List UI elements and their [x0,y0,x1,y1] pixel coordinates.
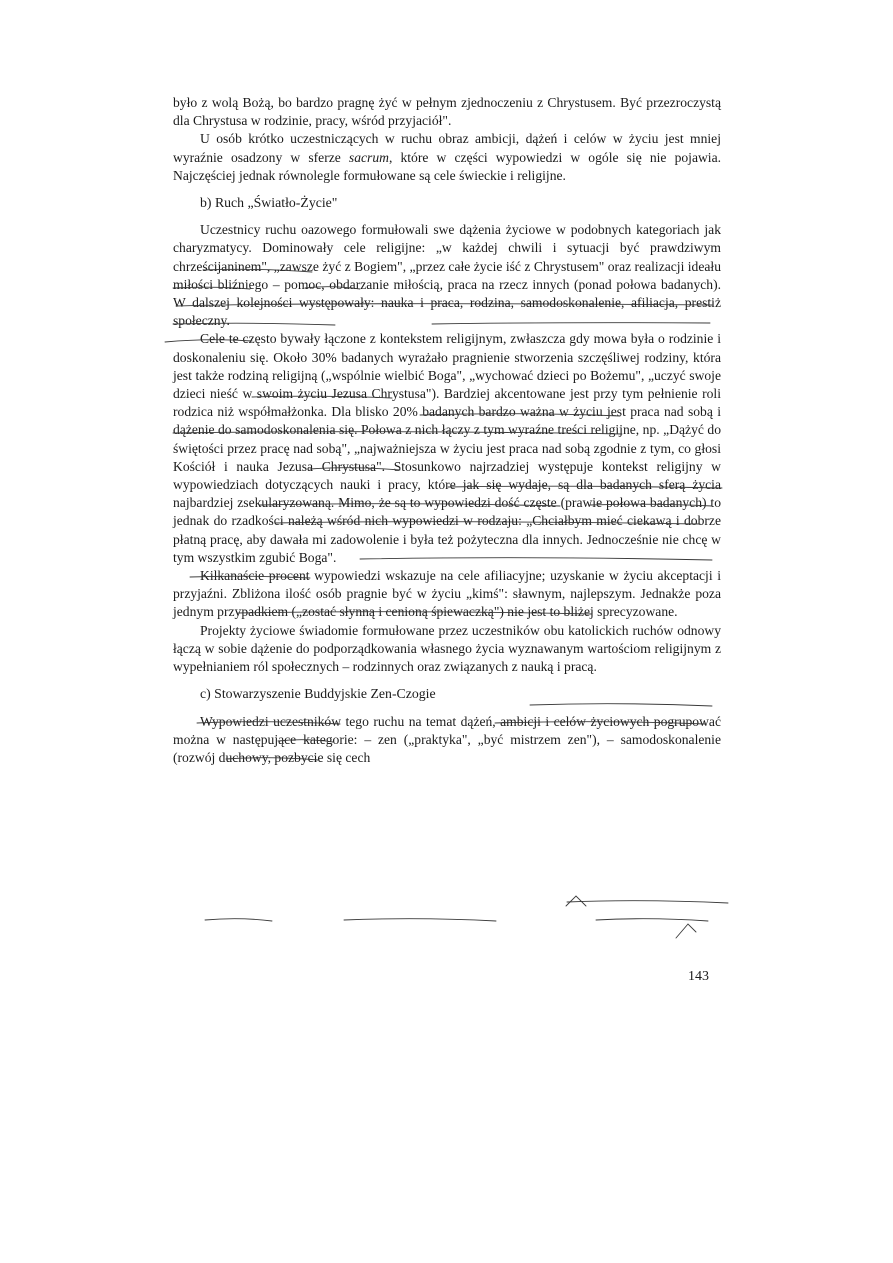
paragraph-2-italic-term: sacrum [348,149,389,165]
page-number: 143 [688,969,709,984]
paragraph-6: Projekty życiowe świadomie formułowane przez uczestników obu katolickich ruchów odnowy łączą w sobie dążenie do podporządkowania własnego życia wyznawanym wartościom religijnym z wypełnianiem ról społecznych – rodzinnych oraz związanych z nauką i pracą. [173,622,721,675]
pencil-underline [567,901,728,903]
paragraph-3: Uczestnicy ruchu oazowego formułowali swe dążenia życiowe w podobnych kategoriach jak charyzmatycy. Dominowały cele religijne: „w każdej chwili i sytuacji być prawdziwym chrześcijaninem", „zawsze żyć z Bogiem", „przez całe życie iść z Chrystusem" oraz realizacji ideału miłości bliźniego – pomoc, obdarzanie miłością, praca na rzecz innych (ponad połowa badanych). W dalszej kolejności występowały: nauka i praca, rodzina, samodoskonalenie, afiliacja, prestiż społeczny. [173,222,721,329]
paragraph-4: Cele te często bywały łączone z kontekstem religijnym, zwłaszcza gdy mowa była o rodzinie i doskonaleniu się. Około 30% badanych wyrażało pragnienie stworzenia szczęśliwej rodziny, która jest także rodziną religijną („wspólnie wielbić Boga", „wychować dzieci po Bożemu", „uczyć swoje dzieci nieść w swoim życiu Jezusa Chrystusa"). Bardziej akcentowane jest przy tym pełnienie roli rodzica niż współmałżonka. Dla blisko 20% badanych bardzo ważna w życiu jest praca nad sobą i dążenie do samodoskonalenia się. Połowa z nich łączy z tym wyraźne treści religijne, np. „Dążyć do świętości przez pracę nad sobą", „najważniejsza w życiu jest praca nad sobą zgodnie z tym, co głosi Kościół i nauka Jezusa Chrystusa". Stosunkowo najrzadziej występuje kontekst religijny w wypowiedziach dotyczących nauki i pracy, które jak się wydaje, są dla badanych sferą życia najbardziej zsekularyzowaną. Mimo, że są to wypowiedzi dość częste (prawie połowa badanych) to jednak do rzadkości należą wśród nich wypowiedzi w rodzaju: „Chciałbym mieć ciekawą i dobrze płatną pracę, aby dawała mi zadowolenie i była też pożyteczna dla innych. Jednocześnie nie chcę w tym wszystkim zgubić Boga". [173,331,721,565]
paragraph-7: Wypowiedzi uczestników tego ruchu na temat dążeń, ambicji i celów życiowych pogrupować można w następujące kategorie: – zen („praktyka", „być mistrzem zen"), – samodoskonalenie (rozwój duchowy, pozbycie się cech [173,713,721,765]
section-heading-b: b) Ruch „Światło-Życie" [200,195,338,211]
pencil-underline [344,919,496,921]
pencil-underline [596,919,708,921]
pencil-underline [205,919,272,921]
paragraph-1: było z wolą Bożą, bo bardzo pragnę żyć w pełnym zjednoczeniu z Chrystusem. Być przezroczystą dla Chrystusa w rodzinie, pracy, wśród przyjaciół". [173,95,721,129]
paragraph-2-text-a: U osób krótko uczestniczących w ruchu obraz ambicji, dążeń i celów w życiu jest mniej wyraźnie osadzony w sferze [173,131,721,165]
paragraph-2 [173,130,721,185]
pencil-check-mark [676,924,696,938]
paragraph-2-text-b: , które w części wypowiedzi w ogóle się nie pojawia. Najczęściej jednak równolegle formułowane są cele świeckie i religijne. [173,149,722,183]
paragraph-5: Kilkanaście procent wypowiedzi wskazuje na cele afiliacyjne; uzyskanie w życiu akceptacji i przyjaźni. Zbliżona ilość osób pragnie być w życiu „kimś": sławnym, najlepszym. Jednakże poza jednym przypadkiem („zostać słynną i cenioną śpiewaczką") nie jest to bliżej sprecyzowane. [173,568,721,620]
pencil-check-mark [566,896,586,906]
section-heading-c: c) Stowarzyszenie Buddyjskie Zen-Czogie [200,686,436,702]
document-body [173,94,721,767]
